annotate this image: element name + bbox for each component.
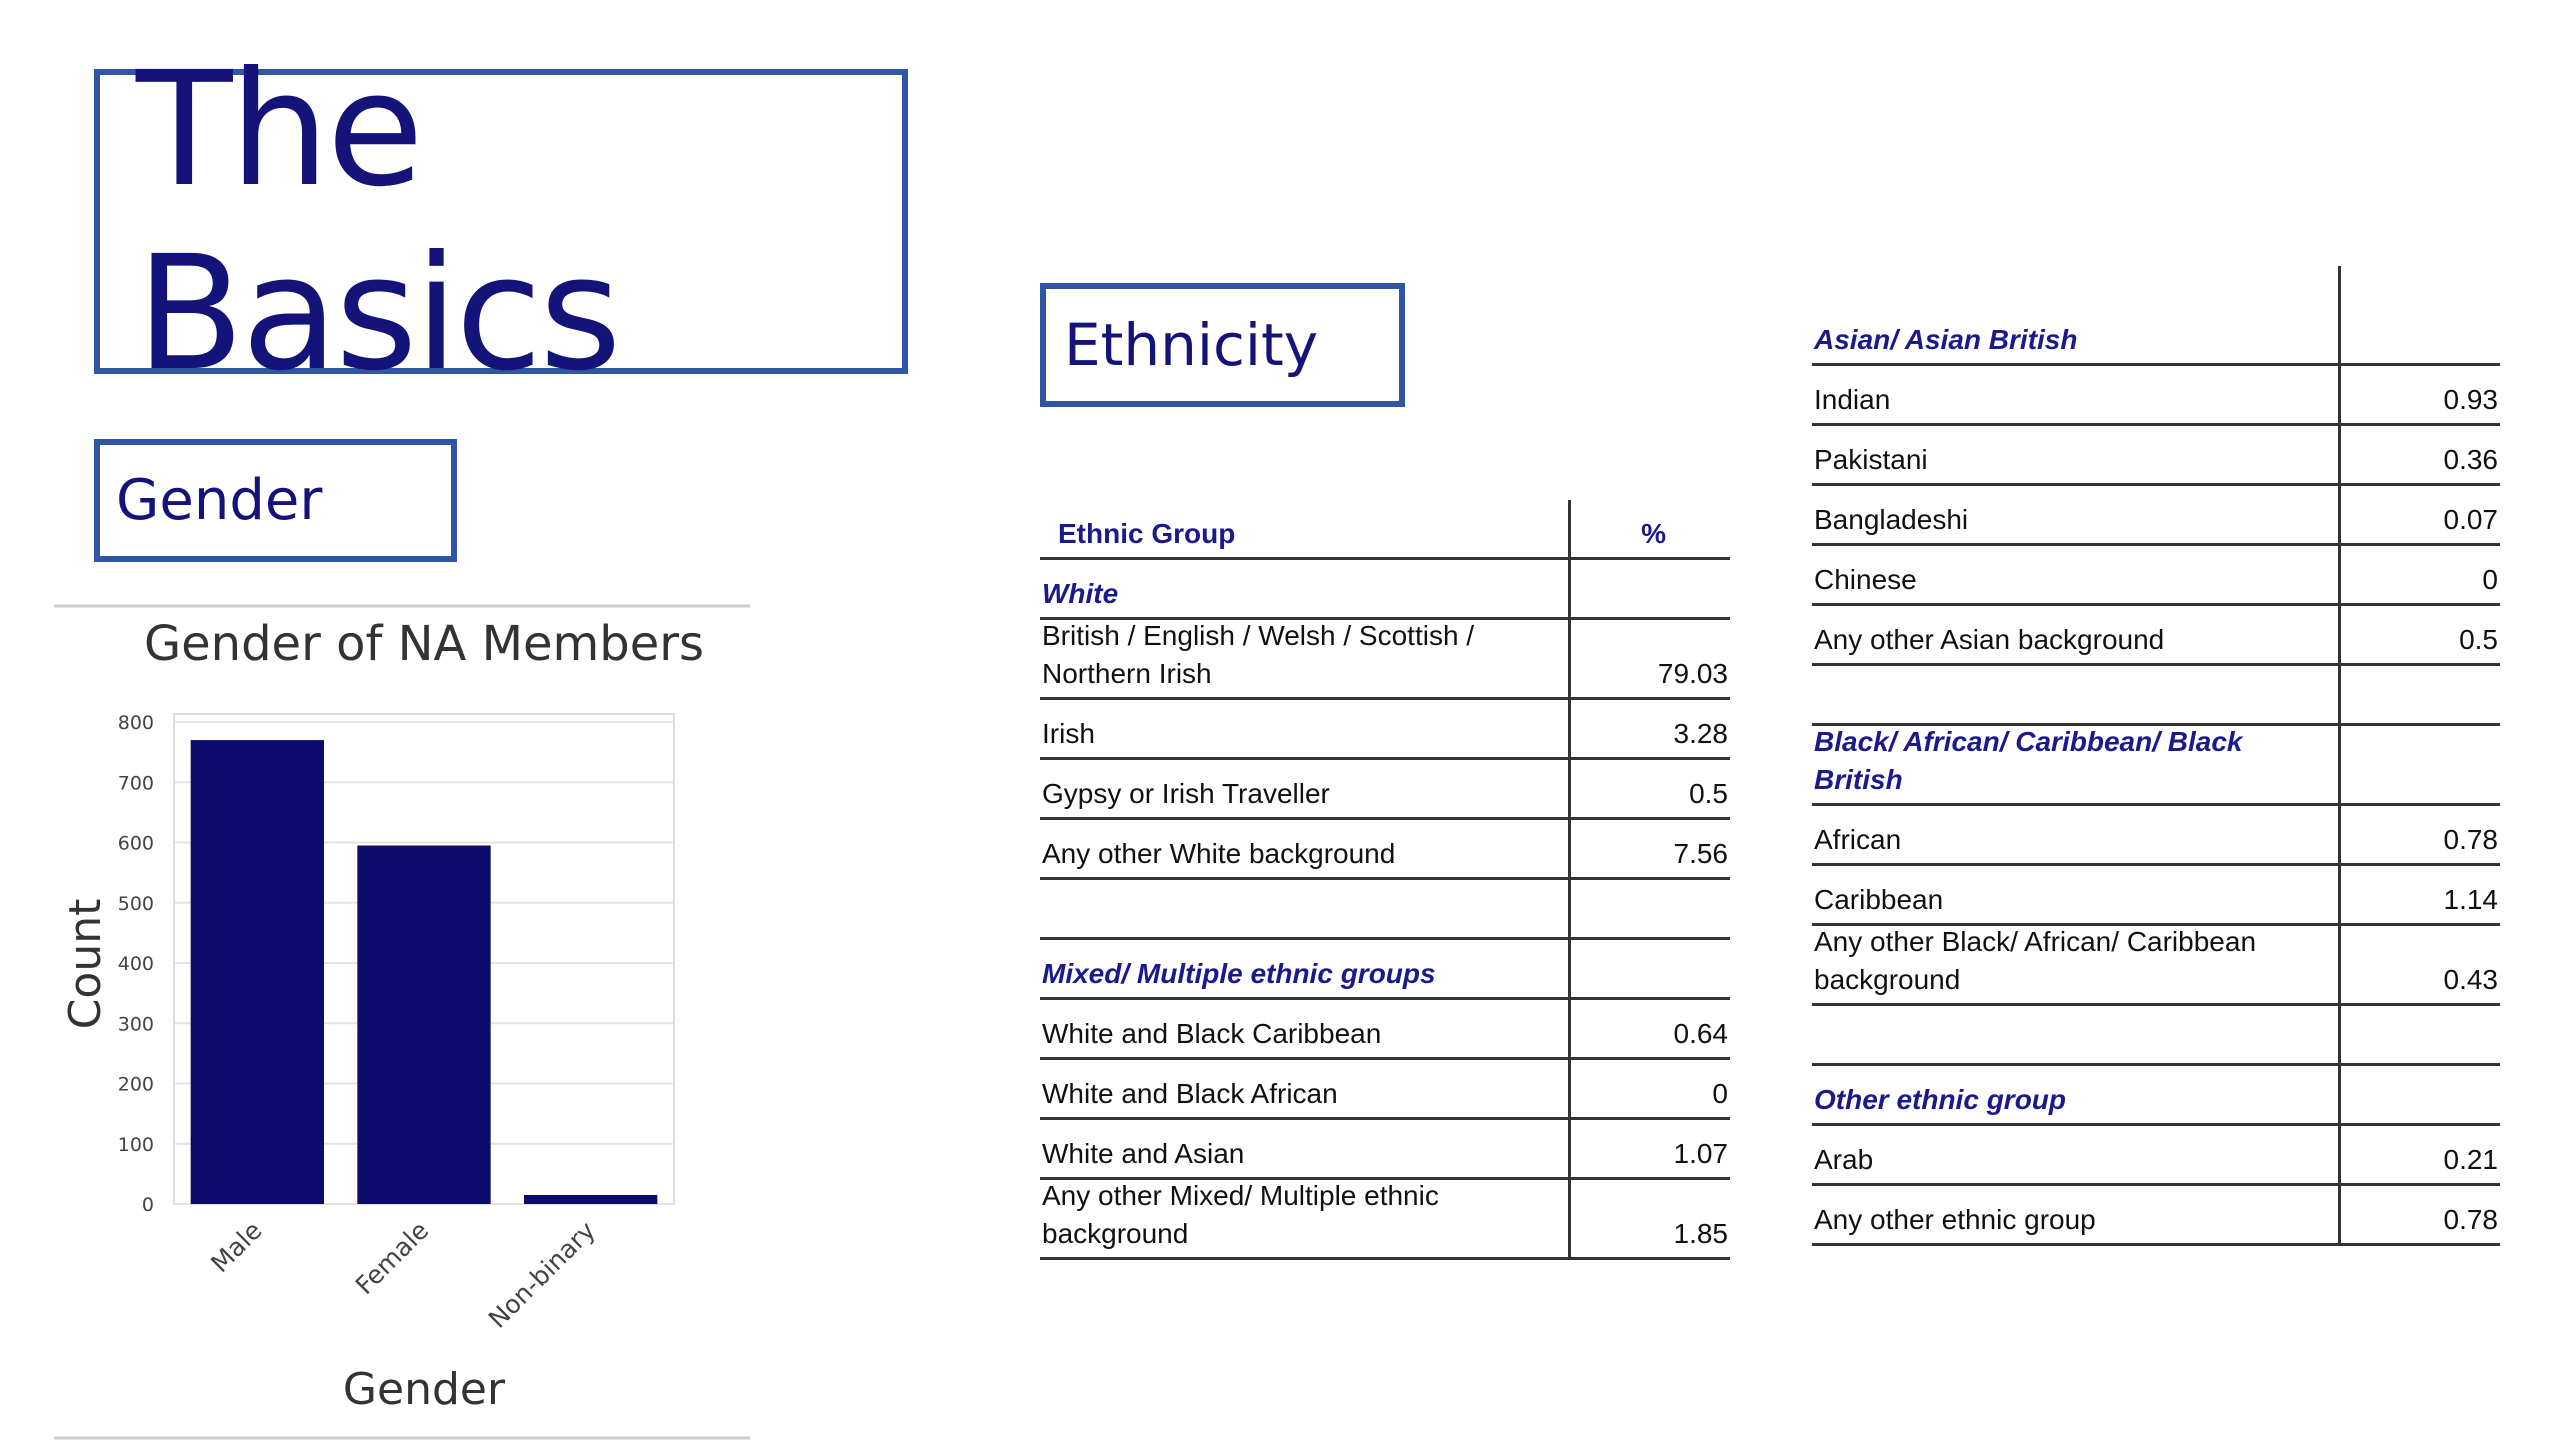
row-label: Indian — [1814, 384, 1891, 415]
y-tick-label: 500 — [117, 892, 154, 915]
row-label: Arab — [1814, 1144, 1874, 1175]
table-row — [1812, 546, 2500, 606]
row-value: 79.03 — [1657, 658, 1728, 689]
column-divider — [1568, 500, 1571, 1260]
row-label: Pakistani — [1814, 444, 1928, 475]
table-row — [1040, 1000, 1730, 1060]
y-tick-label: 700 — [117, 772, 154, 795]
ethnicity-table-right — [1812, 306, 2500, 1270]
column-divider — [2338, 266, 2341, 1246]
x-axis-label: Gender — [342, 1364, 506, 1415]
row-value: 0.07 — [2443, 504, 2498, 535]
row-label: Gypsy or Irish Traveller — [1042, 778, 1330, 809]
table-row — [1812, 426, 2500, 486]
chart-title: Gender of NA Members — [143, 616, 705, 672]
row-label: Any other Black/ African/ Caribbean background — [1814, 926, 2257, 995]
row-value: 0 — [2482, 564, 2498, 595]
bar-non-binary — [524, 1195, 657, 1204]
row-value: 3.28 — [1673, 718, 1728, 749]
table-row — [1812, 866, 2500, 926]
x-tick-label: Non-binary — [482, 1215, 601, 1334]
row-label: African — [1814, 824, 1902, 855]
row-label: White and Black Caribbean — [1042, 1018, 1382, 1049]
row-value: 1.14 — [2443, 884, 2498, 915]
y-tick-label: 800 — [117, 712, 154, 734]
row-label: Black/ African/ Caribbean/ Black British — [1814, 726, 2243, 795]
row-value: 0.78 — [2443, 824, 2498, 855]
table-row — [1812, 1186, 2500, 1246]
row-label: Mixed/ Multiple ethnic groups — [1042, 958, 1436, 989]
row-value: 1.85 — [1673, 1218, 1728, 1249]
spacer-row — [1040, 880, 1730, 940]
row-value: 0 — [1712, 1078, 1728, 1109]
y-tick-label: 300 — [117, 1013, 154, 1036]
y-tick-label: 100 — [117, 1133, 154, 1156]
x-tick-label: Male — [205, 1215, 268, 1279]
category-row — [1812, 1066, 2500, 1126]
table-row — [1812, 366, 2500, 426]
row-value: 0.64 — [1673, 1018, 1728, 1049]
y-axis-label: Count — [60, 898, 111, 1030]
y-tick-label: 600 — [117, 832, 154, 855]
gender-bar-chart — [52, 604, 752, 1440]
table-row — [1812, 926, 2500, 1006]
x-tick-label: Female — [349, 1215, 435, 1301]
category-row — [1812, 726, 2500, 806]
header-ethnic-group: Ethnic Group — [1058, 518, 1236, 549]
row-value: 0.93 — [2443, 384, 2498, 415]
row-value: 0.36 — [2443, 444, 2498, 475]
row-label: Bangladeshi — [1814, 504, 1969, 535]
category-row — [1812, 306, 2500, 366]
row-label: Any other Asian background — [1814, 624, 2165, 655]
table-row — [1040, 1120, 1730, 1180]
page-title: The Basics — [94, 69, 908, 374]
table-row — [1812, 806, 2500, 866]
y-tick-label: 400 — [117, 953, 154, 975]
y-tick-label: 200 — [117, 1073, 154, 1096]
row-value: 0.43 — [2443, 964, 2498, 995]
spacer-row — [1812, 666, 2500, 726]
table-row — [1040, 760, 1730, 820]
bar-female — [357, 846, 490, 1204]
table-row — [1040, 620, 1730, 700]
row-label: Any other Mixed/ Multiple ethnic background — [1042, 1180, 1439, 1249]
row-value: 0.5 — [2459, 624, 2498, 655]
table-row — [1040, 820, 1730, 880]
row-value: 1.07 — [1673, 1138, 1728, 1169]
row-value: 0.78 — [2443, 1204, 2498, 1235]
table-row — [1812, 606, 2500, 666]
table-row — [1040, 1060, 1730, 1120]
row-label: Caribbean — [1814, 884, 1944, 915]
gender-heading: Gender — [94, 439, 457, 562]
spacer-row — [1812, 1006, 2500, 1066]
row-label: Other ethnic group — [1814, 1084, 2066, 1115]
category-row — [1040, 940, 1730, 1000]
row-label: Any other White background — [1042, 838, 1396, 869]
table-row — [1812, 486, 2500, 546]
row-label: White and Asian — [1042, 1138, 1245, 1169]
row-value: 7.56 — [1673, 838, 1728, 869]
row-label: Any other ethnic group — [1814, 1204, 2096, 1235]
row-value: 0.5 — [1689, 778, 1728, 809]
bar-male — [191, 740, 324, 1204]
row-label: Chinese — [1814, 564, 1917, 595]
row-value: 0.21 — [2443, 1144, 2498, 1175]
row-label: Irish — [1042, 718, 1095, 749]
header-percent: % — [1641, 518, 1666, 549]
row-label: British / English / Welsh / Scottish / Northern Irish — [1042, 620, 1475, 689]
ethnicity-heading: Ethnicity — [1040, 283, 1405, 407]
table-header-row — [1040, 500, 1730, 560]
table-row — [1040, 700, 1730, 760]
row-label: White — [1042, 578, 1119, 609]
row-label: White and Black African — [1042, 1078, 1338, 1109]
category-row — [1040, 560, 1730, 620]
ethnicity-table-left — [1040, 500, 1730, 1270]
row-label: Asian/ Asian British — [1814, 324, 2078, 355]
table-row — [1040, 1180, 1730, 1260]
table-row — [1812, 1126, 2500, 1186]
y-tick-label: 0 — [141, 1194, 154, 1216]
gender-chart — [52, 604, 752, 1440]
